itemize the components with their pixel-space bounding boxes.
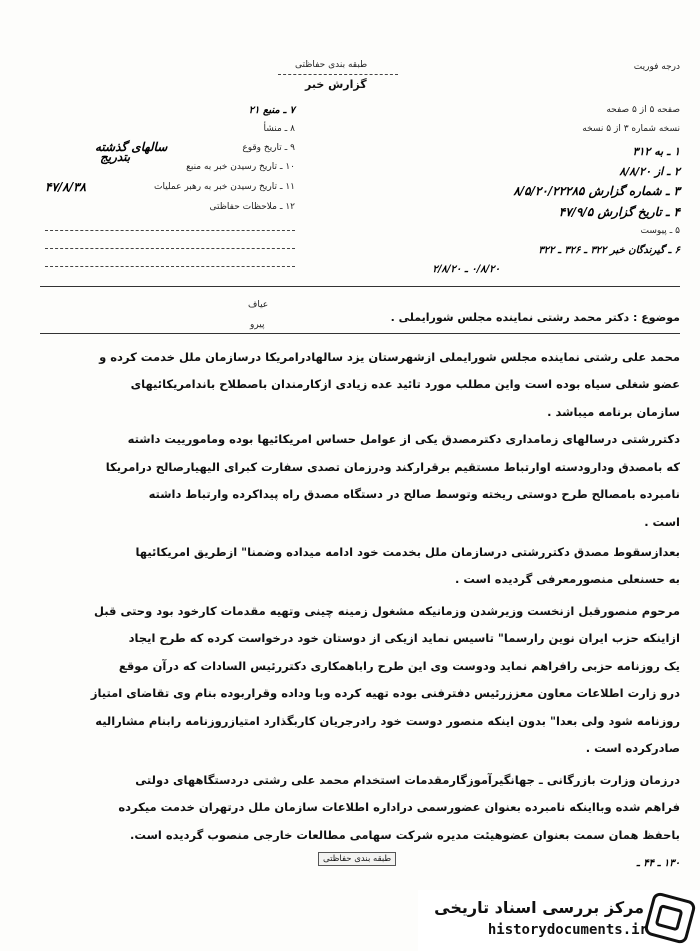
field-source: ۷ ـ منبع ۲۱ xyxy=(248,105,295,116)
archive-logo xyxy=(418,890,700,951)
side-note-1: عیاف xyxy=(248,300,269,310)
field-from: ۲ ـ از ۸/۸/۲۰ xyxy=(619,165,680,178)
side-note-2: پیرو xyxy=(250,320,265,330)
field-recipients-dates: ۰/۸/۲۰ ـ ۲/۸/۲۰ xyxy=(432,264,500,275)
field-security-notes: ۱۲ ـ ملاحظات حفاظتی xyxy=(209,202,295,212)
page-marker: ۱۳۰ ـ ۴۴ ـ xyxy=(636,858,680,869)
header-divider xyxy=(40,286,680,287)
body-line: که بامصدق ودارودسته اوارتباط مستقیم برقرارکند ودرزمان تصدی سفارت کبرای الیهیارصالح درامریکا xyxy=(105,460,680,474)
priority-label: درجه فوریت xyxy=(633,62,680,72)
body-line: است . xyxy=(644,515,680,529)
body-line: نامبرده بامصالح طرح دوستی ریخته وتوسط صالح در دستگاه مصدق راه پیداکرده وارتباط داشته xyxy=(148,487,680,501)
classification-top: طبقه بندی حفاظتی xyxy=(295,60,368,70)
subject-line: موضوع : دکتر محمد رشتی نماینده مجلس شورایملی . xyxy=(390,311,680,324)
body-line: صادرکرده است . xyxy=(585,741,680,755)
body-line: محمد علی رشتی نماینده مجلس شورایملی ازشهرستان یزد سالهادرامریکا درسازمان ملل خدمت کرده و xyxy=(99,350,680,364)
body-line: دکتررشتی درسالهای زمامداری دکترمصدق یکی از عوامل حساس امریکائیها بوده ومامورییت داشته xyxy=(127,432,680,446)
copy-of: نسخه شماره ۳ از ۵ نسخه xyxy=(582,124,680,134)
field-news-to-source-value: بتدریج xyxy=(100,150,131,164)
body-line: به حسنعلی منصورمعرفی گردیده است . xyxy=(454,572,680,586)
body-line: روزنامه شود ولی بعدا" بدون اینکه منصور دوست خود رادرجریان کاربگذارد امتیازروزنامه رابنام مشارالیه xyxy=(95,714,680,728)
body-line: مرحوم منصورقبل ازنخست وزیرشدن وزمانیکه مشغول زمینه چینی وتهیه مقدمات کارخود بود وحتی قبل xyxy=(93,604,680,618)
body-line: درزمان وزارت بازرگانی ـ جهانگیرآموزگارمقدمات استخدام محمد علی رشتی دردستگاههای دولتی xyxy=(135,773,680,787)
field-news-to-ops-value: ۴۷/۸/۳۸ xyxy=(45,180,86,194)
body-line: باحفظ همان سمت بعنوان عضوهیئت مدیره شرکت سهامی مطالعات خارجی منصوب گردیده است. xyxy=(130,828,680,842)
field-report-number: ۳ ـ شماره گزارش ۸/۵/۲۰/۲۲۲۸۵ xyxy=(513,184,680,198)
body-line: درو زارت اطلاعات معاون معززرئیس دفترفنی بوده تهیه کرده وبا وداده وقراربوده بنام وی تقاضای امتیاز xyxy=(90,686,680,700)
field-event-date-value: سالهای گذشته xyxy=(95,140,168,154)
field-news-to-ops: ۱۱ ـ تاریخ رسیدن خبر به رهبر عملیات xyxy=(153,182,295,192)
archive-logo-icon xyxy=(643,891,697,945)
page-of: صفحه ۵ از ۵ صفحه xyxy=(606,105,680,115)
body-line: عضو شغلی سیاه بوده است واین مطلب مورد تائید عده زیادی ازکارمندان باصطلاح باندامریکائیهای xyxy=(130,377,680,391)
field-to: ۱ ـ به ۳۱۲ xyxy=(632,145,680,158)
report-title: گزارش خبر xyxy=(305,78,367,91)
field-report-date: ۴ ـ تاریخ گزارش ۴۷/۹/۵ xyxy=(558,205,680,219)
classification-stamp: طبقه بندی حفاظتی xyxy=(318,852,396,866)
field-recipients: ۶ ـ گیرندگان خبر ۳۲۲ ـ ۳۲۶ ـ ۳۲۲ xyxy=(538,245,680,256)
field-attachment: ۵ ـ پیوست xyxy=(640,226,680,236)
body-line: ازاینکه حزب ایران نوین رارسما" تاسیس نماید ازیکی از دوستان خود درخواست کرده که طرح ایجاد xyxy=(128,631,680,645)
field-origin: ۸ ـ منشأ xyxy=(263,124,295,134)
archive-logo-url: historydocuments.ir xyxy=(487,922,648,938)
archive-logo-title: مرکز بررسی اسناد تاریخی xyxy=(434,898,644,917)
body-line: بعدازسقوط مصدق دکتررشتی درسازمان ملل بخدمت خود ادامه میداده وضمنا" ازطریق امریکائیها xyxy=(135,545,680,559)
body-line: یک روزنامه حزبی رافراهم نماید ودوست وی این طرح راباهمکاری دکتررئیس السادات که درآن موقع xyxy=(118,659,680,673)
body-line: فراهم شده وبااینکه نامبرده بعنوان عضورسمی دراداره اطلاعات سازمان ملل درتهران خدمت میکرده xyxy=(118,800,680,814)
body-line: سازمان برنامه میباشد . xyxy=(547,405,680,419)
field-news-to-source: ۱۰ ـ تاریخ رسیدن خبر به منبع xyxy=(186,162,295,172)
field-event-date: ۹ ـ تاریخ وقوع xyxy=(242,143,295,153)
